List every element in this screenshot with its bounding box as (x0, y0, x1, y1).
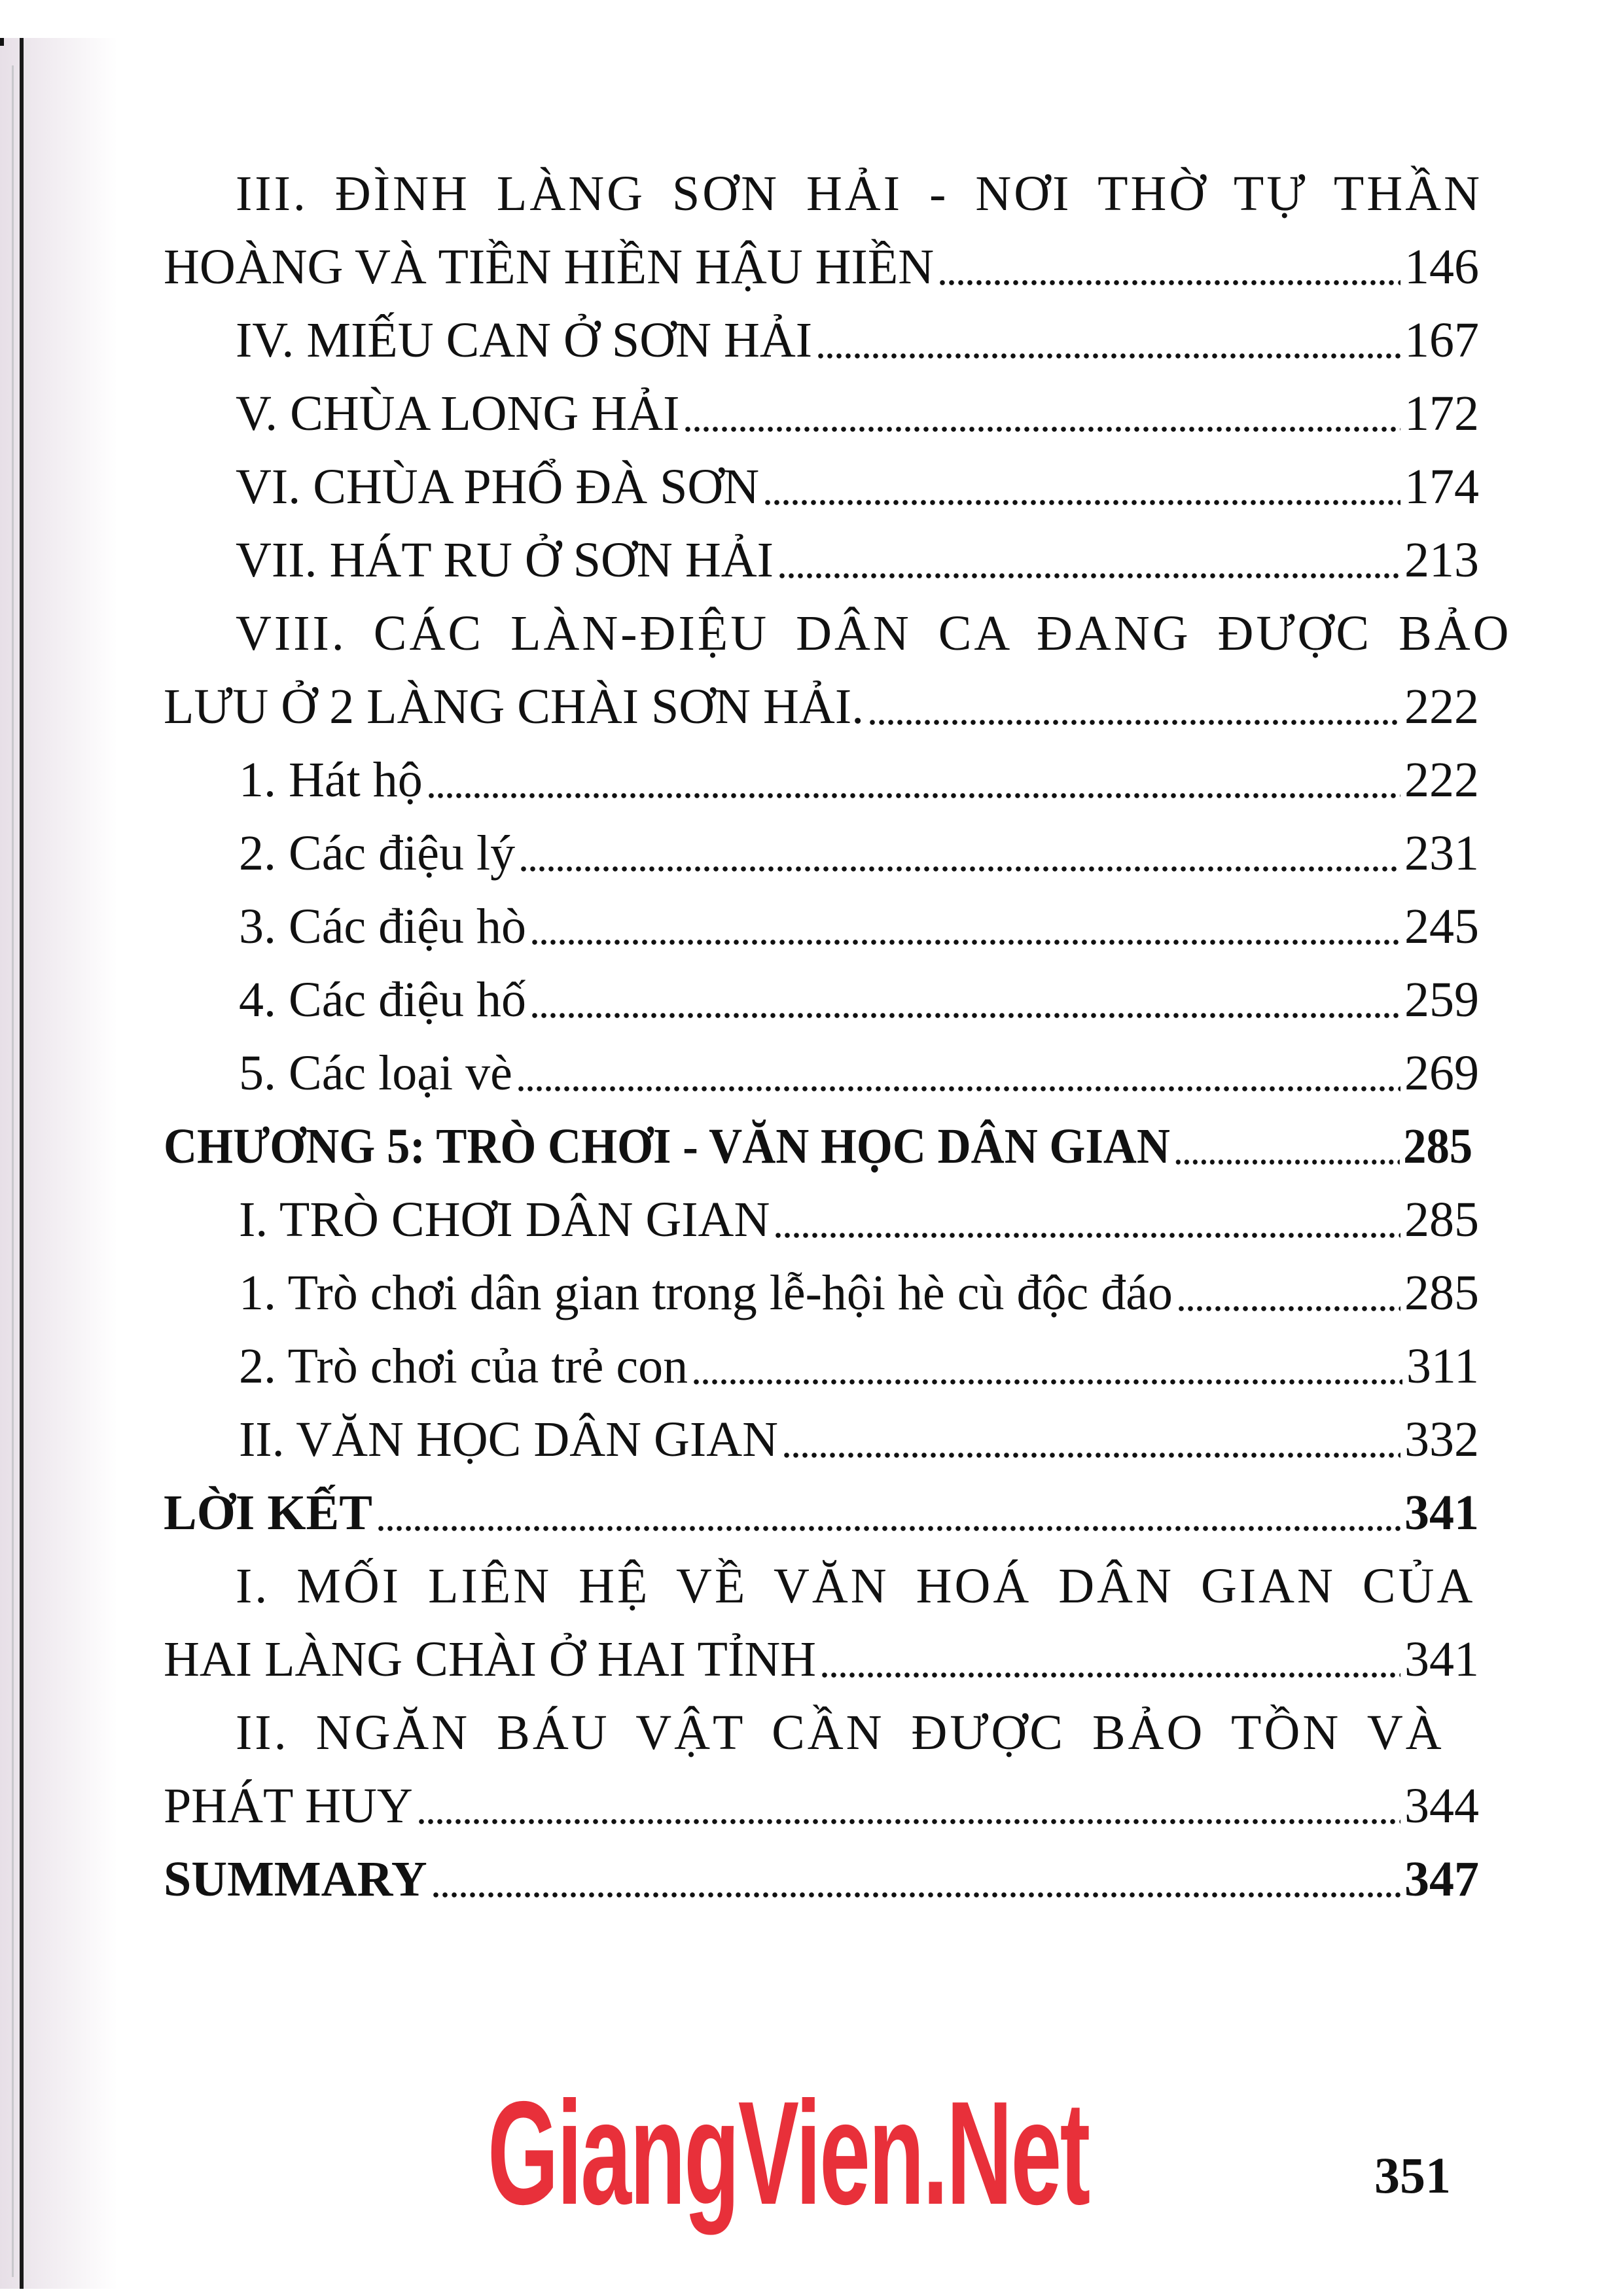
dot-leader (519, 862, 1400, 875)
toc-entry-page: 146 (1404, 239, 1479, 294)
page-binding-shadow (0, 38, 118, 2289)
toc-entry[interactable] (164, 1696, 1479, 1843)
toc-entry[interactable] (164, 377, 1479, 450)
toc-entry-page: 167 (1404, 313, 1479, 368)
dot-leader (376, 1522, 1400, 1535)
toc-entry-page: 347 (1404, 1852, 1479, 1907)
toc-entry[interactable] (164, 304, 1479, 377)
dot-leader (417, 1815, 1400, 1828)
toc-entry-title-line-1: II. NGĂN BÁU VẬT CẦN ĐƯỢC BẢO TỒN VÀ (236, 1705, 1444, 1760)
toc-chapter-entry[interactable] (164, 1110, 1479, 1183)
toc-chapter-entry[interactable] (164, 1476, 1479, 1549)
toc-entry-page: 222 (1404, 679, 1479, 734)
dot-leader (763, 496, 1400, 509)
toc-entry-title: SUMMARY (164, 1852, 427, 1907)
dot-leader (431, 1888, 1400, 1901)
toc-entry-page: 231 (1404, 826, 1479, 881)
toc-entry[interactable] (164, 743, 1479, 817)
dot-leader (774, 1229, 1400, 1242)
toc-entry[interactable] (164, 963, 1479, 1036)
toc-entry-title-line-1: VIII. CÁC LÀN-ĐIỆU DÂN CA ĐANG ĐƯỢC BẢO (236, 606, 1512, 661)
toc-entry-title: LỜI KẾT (164, 1485, 372, 1540)
toc-entry[interactable] (164, 157, 1483, 304)
page-edge (12, 65, 14, 2277)
dot-leader (692, 1375, 1402, 1388)
dot-leader (683, 423, 1400, 436)
toc-entry-page: 311 (1406, 1339, 1479, 1394)
toc-entry-page: 285 (1404, 1192, 1479, 1247)
toc-entry-page: 174 (1404, 459, 1479, 514)
toc-entry-page: 259 (1404, 972, 1479, 1027)
toc-entry-title-line-2: HAI LÀNG CHÀI Ở HAI TỈNH (164, 1632, 817, 1687)
toc-entry-title-line-2: LƯU Ở 2 LÀNG CHÀI SƠN HẢI. (164, 679, 865, 734)
toc-entry[interactable] (164, 890, 1479, 963)
toc-entry-title: 3. Các điệu hò (239, 899, 527, 954)
dot-leader (782, 1449, 1400, 1462)
dot-leader (868, 716, 1400, 729)
dot-leader (1177, 1302, 1400, 1315)
toc-entry-title: 2. Trò chơi của trẻ con (239, 1339, 688, 1394)
toc-entry[interactable] (164, 1330, 1479, 1403)
toc-entry-title: VI. CHÙA PHỔ ĐÀ SƠN (236, 459, 760, 514)
toc-entry[interactable] (164, 450, 1479, 523)
toc-entry-page: 269 (1404, 1046, 1479, 1101)
toc-entry[interactable] (164, 1036, 1479, 1110)
toc-entry-page: 341 (1404, 1485, 1479, 1540)
toc-entry-title-line-1: I. MỐI LIÊN HỆ VỀ VĂN HOÁ DÂN GIAN CỦA (236, 1559, 1476, 1614)
toc-chapter-entry[interactable] (164, 1843, 1479, 1916)
toc-entry[interactable] (164, 817, 1479, 890)
dot-leader (938, 276, 1400, 289)
toc-entry-title: CHƯƠNG 5: TRÒ CHƠI - VĂN HỌC DÂN GIAN (164, 1119, 1170, 1174)
toc-entry-title: IV. MIẾU CAN Ở SƠN HẢI (236, 313, 813, 368)
toc-entry-title-line-2: HOÀNG VÀ TIỀN HIỀN HẬU HIỀN (164, 239, 935, 294)
dot-leader (530, 1009, 1400, 1022)
dot-leader (816, 349, 1400, 362)
toc-entry-page: 222 (1404, 752, 1479, 807)
dot-leader (820, 1669, 1400, 1682)
toc-entry[interactable] (164, 1403, 1479, 1476)
toc-entry-title: II. VĂN HỌC DÂN GIAN (239, 1412, 778, 1467)
binding-line (20, 38, 24, 2289)
toc-entry[interactable] (164, 1549, 1479, 1696)
toc-entry-title: 4. Các điệu hố (239, 972, 527, 1027)
toc-entry-page: 285 (1403, 1119, 1473, 1174)
dot-leader (777, 569, 1400, 582)
toc-entry[interactable] (164, 1183, 1479, 1256)
dot-leader (530, 936, 1400, 949)
toc-entry-title: VII. HÁT RU Ở SƠN HẢI (236, 533, 774, 588)
page-number: 351 (1374, 2147, 1451, 2204)
toc-entry-title: V. CHÙA LONG HẢI (236, 386, 680, 441)
dot-leader (1174, 1156, 1400, 1169)
toc-entry-title: I. TRÒ CHƠI DÂN GIAN (239, 1192, 770, 1247)
toc-entry[interactable] (164, 597, 1512, 743)
watermark-logo: GiangVien.Net (488, 2070, 1089, 2235)
toc-entry-page: 332 (1404, 1412, 1479, 1467)
toc-entry-page: 341 (1404, 1632, 1479, 1687)
toc-entry-title-line-1: III. ĐÌNH LÀNG SƠN HẢI - NƠI THỜ TỰ THẦN (236, 166, 1483, 221)
toc-entry[interactable] (164, 523, 1479, 597)
toc-entry-title: 1. Trò chơi dân gian trong lễ-hội hè cù độc đáo (239, 1265, 1173, 1320)
toc-entry-title: 1. Hát hộ (239, 752, 423, 807)
toc-entry-title: 5. Các loại vè (239, 1046, 512, 1101)
toc-entry-page: 245 (1404, 899, 1479, 954)
toc-entry-page: 285 (1404, 1265, 1479, 1320)
table-of-contents (164, 157, 1512, 1916)
scan-mark (0, 38, 4, 46)
toc-entry-page: 172 (1404, 386, 1479, 441)
dot-leader (427, 789, 1400, 802)
toc-entry[interactable] (164, 1256, 1479, 1330)
toc-entry-page: 213 (1404, 533, 1479, 588)
dot-leader (516, 1082, 1400, 1095)
toc-entry-title-line-2: PHÁT HUY (164, 1778, 413, 1833)
toc-entry-title: 2. Các điệu lý (239, 826, 516, 881)
toc-entry-page: 344 (1404, 1778, 1479, 1833)
